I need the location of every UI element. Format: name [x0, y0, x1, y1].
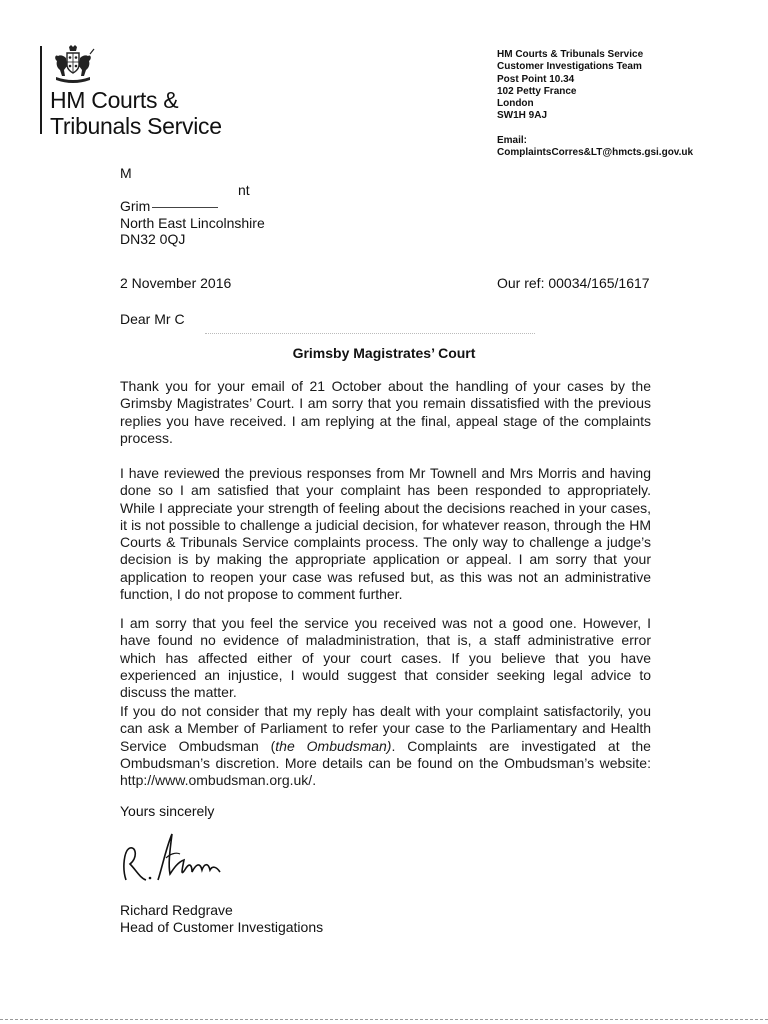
royal-coat-of-arms-icon [50, 44, 96, 84]
sender-line: HM Courts & Tribunals Service [497, 49, 644, 60]
recipient-line-2-right: nt [238, 181, 250, 198]
letter-subject: Grimsby Magistrates’ Court [292, 345, 476, 361]
scan-artifact-line [205, 333, 535, 334]
recipient-line-2-left [120, 182, 124, 198]
recipient-address [120, 165, 265, 248]
body-paragraph-2: I have reviewed the previous responses from Mr Townell and Mrs Morris and having done so I am satisfied that your complaint has been responded to appropriately. While I appreciate your strength of feeling about the decisions reached in your cases, it is not possible to challenge a judicial decision, for whatever reason, through the HM Courts & Tribunals Service complaints process. The only way to challenge a judge’s decision is by making the appropriate application or appeal. I am sorry that your application to reopen your case was refused but, as this was not an administrative function, I do not propose to comment further. [120, 465, 651, 603]
sender-address [497, 49, 693, 159]
body-paragraph-4: If you do not consider that my reply has dealt with your complaint satisfactorily, you can ask a Member of Parliament to refer your case to the Parliamentary and Health Service Ombudsman (the Ombudsman). Complaints are investigated at the Ombudsman’s discretion. More details can be found on the Ombudsman’s website: http://www.ombudsman.org.uk/. [120, 703, 651, 789]
page-bottom-edge [0, 1019, 768, 1020]
email-label: Email: [497, 134, 528, 146]
redaction-mark [152, 207, 218, 208]
recipient-line-4: North East Lincolnshire [120, 214, 265, 231]
recipient-line-1: M [120, 165, 132, 181]
body-paragraph-3: I am sorry that you feel the service you received was not a good one. However, I have found no evidence of maladministration, that is, a staff administrative error which has affected either of your court cases. If you believe that you have experienced an injustice, I would suggest that consider seeking legal advice to discuss the matter. [120, 615, 651, 701]
recipient-line-3: Grim [120, 198, 265, 215]
logo-divider [40, 46, 42, 134]
signer-title: Head of Customer Investigations [120, 919, 324, 935]
email-address: ComplaintsCorres&LT@hmcts.gsi.gov.uk [497, 147, 694, 159]
handwritten-signature [118, 828, 258, 894]
recipient-line-2 [120, 182, 265, 199]
signatory [120, 902, 323, 936]
signer-name: Richard Redgrave [120, 902, 233, 918]
body-paragraph-1: Thank you for your email of 21 October about the handling of your cases by the Grimsby Magistrates’ Court. I am sorry that you remain dissatisfied with the previous replies you have received. I am replying at the final, appeal stage of the complaints process. [120, 378, 651, 446]
org-name-line-1: HM Courts & [50, 87, 179, 113]
letter-date: 2 November 2016 [120, 275, 232, 291]
organisation-name [50, 87, 222, 139]
our-reference: Our ref: 00034/165/1617 [497, 275, 650, 291]
org-name-line-2: Tribunals Service [50, 113, 222, 139]
recipient-line-5: DN32 0QJ [120, 231, 186, 247]
sender-line: Post Point 10.34 [497, 73, 575, 85]
sender-line: 102 Petty France [497, 85, 577, 97]
sender-line: Customer Investigations Team [497, 61, 642, 73]
salutation: Dear Mr C [120, 311, 185, 327]
sender-line: SW1H 9AJ [497, 110, 548, 122]
ombudsman-italic: the Ombudsman) [275, 737, 392, 754]
closing: Yours sincerely [120, 803, 215, 819]
sender-line: London [497, 98, 534, 110]
